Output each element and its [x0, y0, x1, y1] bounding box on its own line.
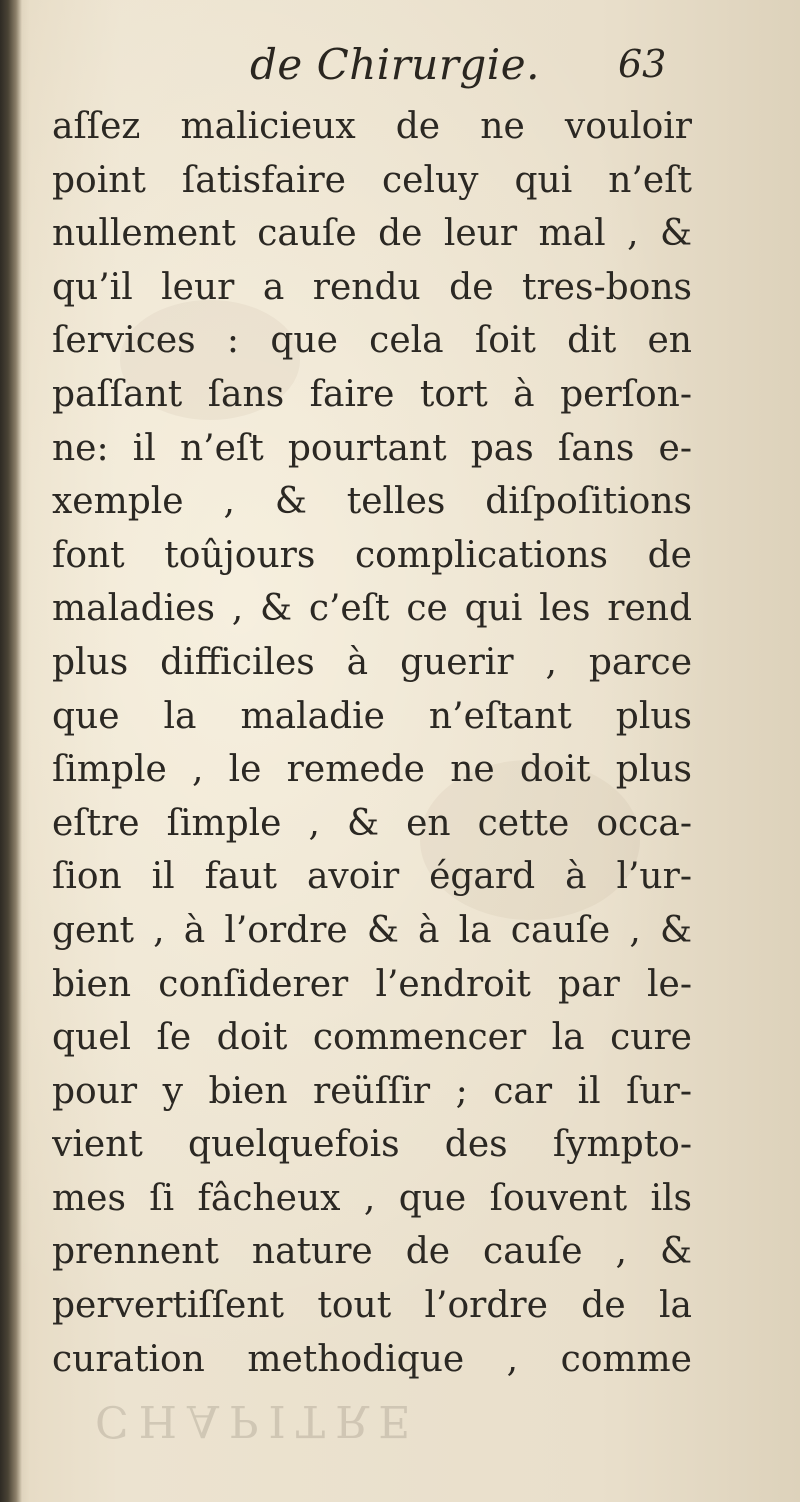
text-line: point ſatisfaire celuy qui n’eſt [52, 159, 692, 201]
text-line: prennent nature de cauſe , & [52, 1231, 692, 1273]
text-line: xemple , & telles diſpoſitions [52, 481, 692, 523]
text-line: qu’il leur a rendu de tres-bons [52, 266, 692, 308]
bleed-through-text: CHAPITRE [95, 1395, 421, 1446]
text-line: plus difficiles à guerir , parce [52, 641, 692, 683]
text-line: eſtre ſimple , & en cette occa- [52, 802, 692, 844]
text-line: font toûjours complications de [52, 534, 692, 576]
page-header [0, 40, 800, 100]
text-line: paſſant ſans faire tort à perſon- [52, 373, 692, 415]
text-line: aſſez malicieux de ne vouloir [52, 106, 692, 147]
book-spine-shadow [0, 0, 22, 1502]
text-line: que la maladie n’eſtant plus [52, 695, 692, 737]
text-line: ne: il n’eſt pourtant pas ſans e- [52, 427, 692, 469]
text-line: nullement cauſe de leur mal , & [52, 213, 692, 255]
text-line: vient quelquefois des ſympto- [52, 1124, 692, 1166]
text-line: curation methodique , comme [52, 1338, 692, 1380]
text-line: gent , à l’ordre & à la cauſe , & [52, 909, 692, 951]
text-line: maladies , & c’eſt ce qui les rend [52, 588, 692, 630]
page-number: 63 [618, 42, 667, 86]
text-line: mes ſi fâcheux , que ſouvent ils [52, 1177, 692, 1219]
body-text [52, 100, 692, 1386]
running-title: de Chirurgie. [250, 40, 540, 89]
text-line: pervertiſſent tout l’ordre de la [52, 1285, 692, 1327]
text-line: bien conſiderer l’endroit par le- [52, 963, 692, 1005]
text-line: pour y bien reüſſir ; car il ſur- [52, 1070, 692, 1112]
text-line: quel ſe doit commencer la cure [52, 1017, 692, 1059]
text-line: ſion il faut avoir égard à l’ur- [52, 856, 692, 898]
text-line: ſervices : que cela ſoit dit en [52, 320, 692, 362]
text-line: ſimple , le remede ne doit plus [52, 749, 692, 791]
